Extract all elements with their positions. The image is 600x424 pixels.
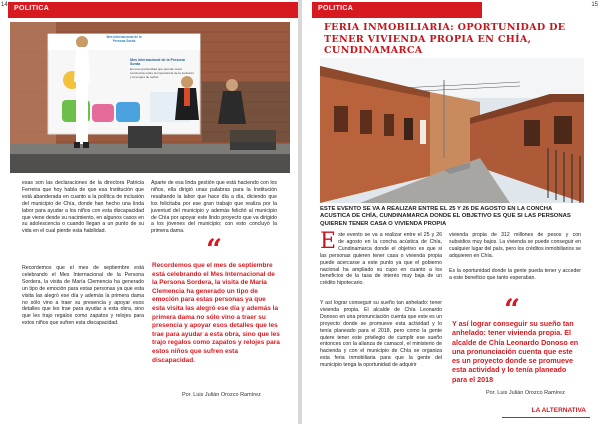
banner-title: Mes Internacional de la Persona Sorda (130, 58, 185, 67)
right-page (302, 0, 600, 424)
footer-rule (502, 417, 590, 419)
section-label: POLITICA (14, 5, 50, 12)
street-photo (320, 58, 584, 203)
article-col2-paragraph2: Es la oportunidad donde la gente pueda tener y acceder a este beneficio que tanto esperaban. (449, 268, 581, 281)
article-col2-paragraph1: vivienda propia de 312 millones de pesos y con subsidios muy bajos. La vivienda se puede conseguir en cualquier lugar del país, pero los créditos inmobiliarios se adquieren en Chía. (449, 232, 581, 259)
photo-caption: ESTE EVENTO SE VA A REALIZAR ENTRE EL 25 Y 26 DE AGOSTO EN LA CONCHA ACUSTICA DE CHÍA, CUNDINAMARCA DONDE EL OBJETIVO ES QUE SI LAS PERSONAS QUIEREN TENER CASA O VIVIENDA PROPIA (320, 206, 571, 227)
drop-cap: E (320, 229, 337, 254)
page-number: 15 (591, 2, 598, 8)
article-col1-paragraph1-text: ste evento se va a realizar entre el 25 y 26 de agosto en la concha acústica de Chía, Cundinamarca donde el objetivo es que si las personas quieren tener casa o vivienda propia puede acercarse a este punto ya que el gobierno nacional ha ampliado su cupo en cuanto a los beneficios de la tasa de interés muy baja de un crédito hipotecario. (320, 232, 442, 287)
publication-brand: LA ALTERNATIVA (531, 407, 586, 414)
banner-text: Es una oportunidad que permite crear conciencia sobre la importancia de la inclusión y la lengua de señas (130, 67, 194, 79)
quote-mark-icon: “ (206, 233, 223, 266)
pull-quote: Y así lograr conseguir su sueño tan anhelado: tener vivienda propia. El alcalde de Chía Leonardo Donoso en una pronunciación cuenta que este es un proyecto donde se promueve esta actividad y lo tenía planeado para el 2018 (452, 319, 579, 384)
article-col1-paragraph1 (320, 229, 442, 287)
section-header-bar (312, 2, 482, 18)
section-label: POLITICA (318, 5, 354, 12)
pull-quote: Recordemos que el mes de septiembre está celebrando el Mes Internacional de la Persona Sordera, la visita de María Clemencia ha generado un tipo de emoción para estas personas ya que esta visita las alegró ese día y además la primera dama no sólo vino a traer su presencia y apoyar esos detalles que les trae para ayudar a esta obra, sino que les trajo regalos como zapatos y relojes para estos niños que sufren esta discapacidad. (152, 262, 280, 364)
page-number: 14 (1, 2, 8, 8)
article-col1-paragraph2: Recordemos que el mes de septiembre está celebrando el Mes Internacional de la Persona Sordera, la visita de María Clemencia ha generado un tipo de emoción para estas personas ya que esta visita las alegró ese día y además la primera dama no sólo vino a traer su presencia y apoyar esos detalles que les trae para ayudar a esta obra, sino que les trajo regalos como zapatos y relojes para estos niños que sufren esta discapacidad. (22, 265, 144, 327)
article-col1-paragraph1: esas son las declaraciones de la directora Patricia Ferreira que hoy habla de que esa Institución que está abanderada en cuanto a la política de inclusión del municipio de Chía, donde han hecho una linda labor para ayudar a los niños con esta discapacidad que viene desde su nacimiento, en algunos casos en su adolescencia o cuando llegan a un punto de su vida en el cual pierde esta habilidad. (22, 180, 144, 235)
event-banner (48, 34, 200, 134)
article-title: FERIA INMOBILIARIA: OPORTUNIDAD DE TENER VIVIENDA PROPIA EN CHÍA, CUNDINAMARCA (324, 22, 566, 56)
section-header-bar (8, 2, 298, 18)
article-col1-paragraph2: Y así lograr conseguir su sueño tan anhelado: tener vivienda propia. El alcalde de Chía Leonardo Donoso en una pronunciación cuenta que este es un proyecto donde se promueve esta actividad y lo tenía planeado para el 2018, pero como la gente quiere tener este privilegio de cumplir ese sueño entonces con la alianza de camacol, el ministerio de hacienda y con el municipio de Chía se organiza esta feria inmobiliaria para que la gente del municipio tenga la oportunidad de adquirir (320, 300, 442, 369)
event-photo (10, 22, 290, 173)
banner-logo: Mes Internacional de la Persona Sorda (106, 35, 142, 43)
article-author: Por. Luis Julián Orozco Ramírez (182, 392, 261, 398)
quote-mark-icon: “ (504, 293, 521, 326)
article-col2-paragraph1: Aparte de esa linda gestión que está haciendo con los niños, ella dirigió unas palabras para la Institución resaltando la labor que hace día a día, diciendo que los felicitaba por ese gran trabajo que realiza por la juventud del municipio y además felicitó al municipio de Chía por apoyar este lindo proyecto que va dirigido a los jóvenes del municipio; con esto concluyó la primera dama. (151, 180, 277, 235)
left-page (0, 0, 298, 424)
article-author: Por. Luis Julián Orozco Ramírez (486, 390, 565, 396)
